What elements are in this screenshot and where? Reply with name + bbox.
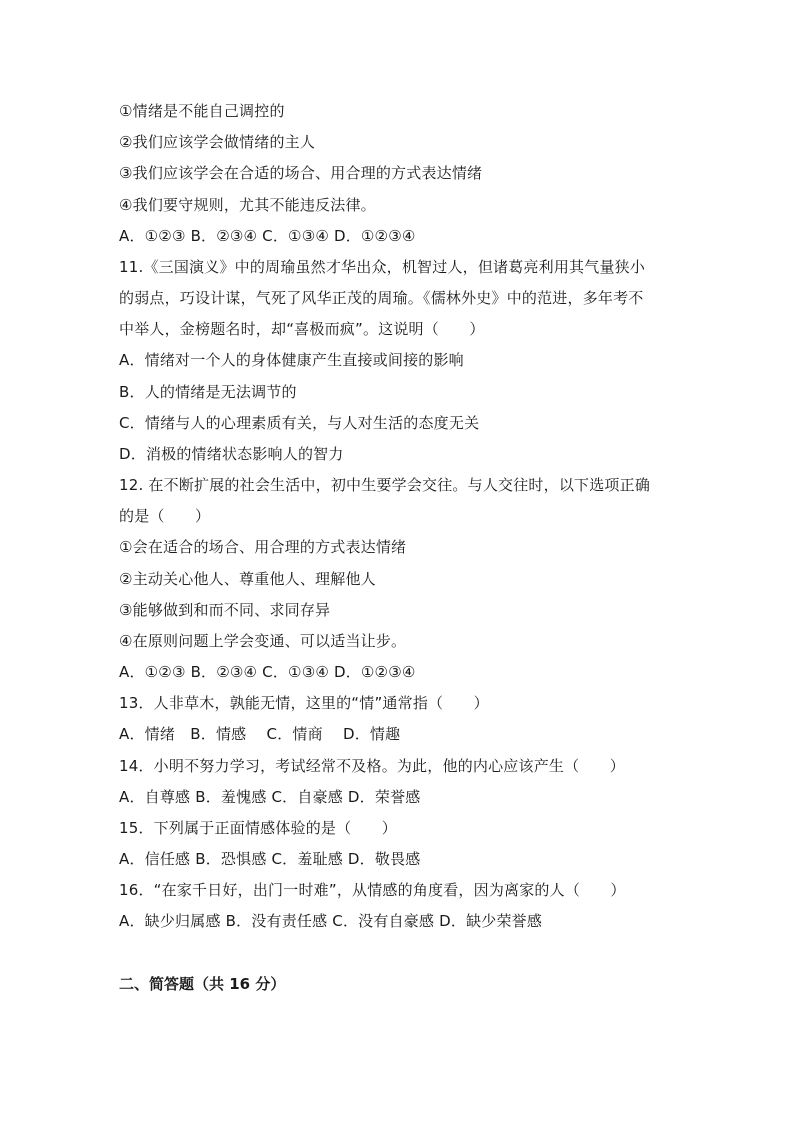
- q11-option-d: D．消极的情绪状态影响人的智力: [119, 445, 344, 463]
- q10-options: A．①②③ B．②③④ C．①③④ D．①②③④: [119, 227, 416, 245]
- q12-statement-2: ②主动关心他人、尊重他人、理解他人: [119, 570, 376, 588]
- section-heading: 二、简答题（共 16 分）: [119, 975, 286, 993]
- q16-stem: 16．“在家千日好，出门一时难”，从情感的角度看，因为离家的人（ ）: [119, 881, 626, 899]
- q12-stem-line-1: 12. 在不断扩展的社会生活中，初中生要学会交往。与人交往时，以下选项正确: [119, 476, 651, 494]
- q13-options: A．情绪 B．情感 C．情商 D．情趣: [119, 725, 401, 743]
- q13-stem: 13．人非草木，孰能无情，这里的“情”通常指（ ）: [119, 694, 489, 712]
- q11-stem-line-1: 11.《三国演义》中的周瑜虽然才华出众，机智过人，但诸葛亮利用其气量狭小: [119, 258, 646, 276]
- q12-options: A．①②③ B．②③④ C．①③④ D．①②③④: [119, 663, 416, 681]
- q12-statement-1: ①会在适合的场合、用合理的方式表达情绪: [119, 538, 407, 556]
- q15-options: A．信任感 B．恐惧感 C．羞耻感 D．敬畏感: [119, 850, 421, 868]
- q15-stem: 15．下列属于正面情感体验的是（ ）: [119, 819, 397, 837]
- q12-stem-line-2: 的是（ ）: [119, 507, 211, 525]
- statement-1: ①情绪是不能自己调控的: [119, 102, 285, 120]
- q12-statement-4: ④在原则问题上学会变通、可以适当让步。: [119, 632, 407, 650]
- statement-2: ②我们应该学会做情绪的主人: [119, 133, 316, 151]
- q11-option-c: C．情绪与人的心理素质有关，与人对生活的态度无关: [119, 414, 480, 432]
- q14-options: A．自尊感 B．羞愧感 C．自豪感 D．荣誉感: [119, 788, 421, 806]
- statement-3: ③我们应该学会在合适的场合、用合理的方式表达情绪: [119, 164, 483, 182]
- q11-stem-line-3: 中举人，金榜题名时，却“喜极而疯”。这说明（ ）: [119, 320, 485, 338]
- statement-4: ④我们要守规则，尤其不能违反法律。: [119, 196, 376, 214]
- q12-statement-3: ③能够做到和而不同、求同存异: [119, 601, 331, 619]
- q16-options: A．缺少归属感 B．没有责任感 C．没有自豪感 D．缺少荣誉感: [119, 912, 543, 930]
- q11-option-a: A．情绪对一个人的身体健康产生直接或间接的影响: [119, 351, 464, 369]
- q11-option-b: B．人的情绪是无法调节的: [119, 383, 297, 401]
- q14-stem: 14．小明不努力学习，考试经常不及格。为此，他的内心应该产生（ ）: [119, 757, 625, 775]
- q11-stem-line-2: 的弱点，巧设计谋，气死了风华正茂的周瑜。《儒林外史》中的范进，多年考不: [119, 289, 644, 307]
